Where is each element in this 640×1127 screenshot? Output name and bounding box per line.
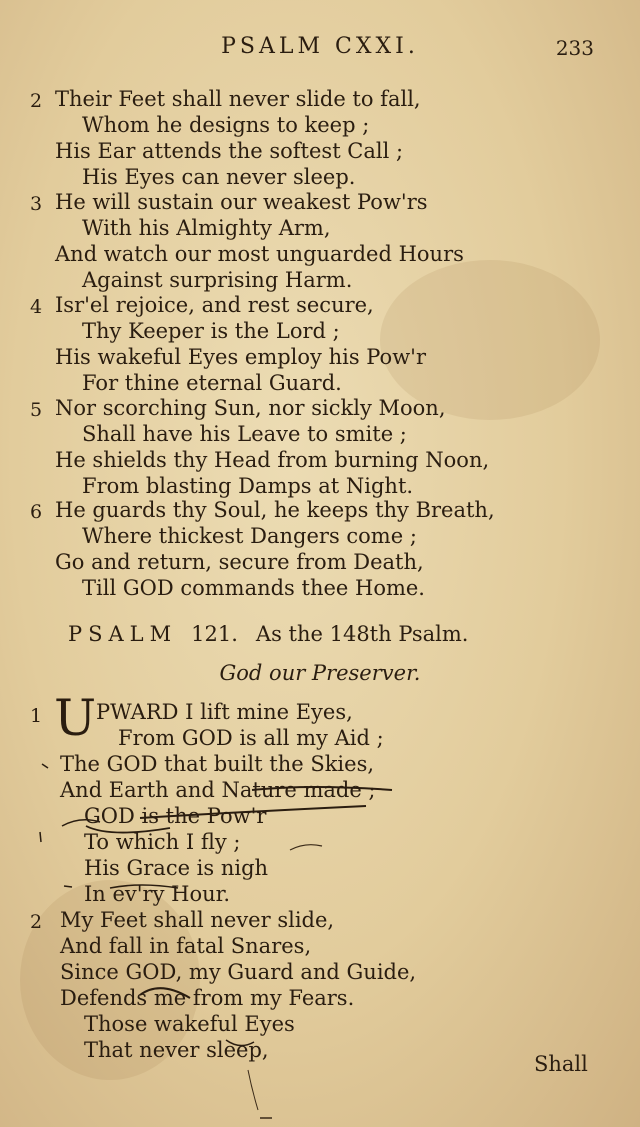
verse-line: Against surprising Harm. xyxy=(82,268,353,292)
verse-line: And watch our most unguarded Hours xyxy=(55,242,464,266)
pen-squiggle xyxy=(62,820,100,826)
pen-squiggle xyxy=(140,988,190,998)
strike-through-line xyxy=(252,787,392,790)
verse-line: Since GOD, my Guard and Guide, xyxy=(60,960,417,984)
verse-number: 1 xyxy=(30,705,43,727)
verse-line: From GOD is all my Aid ; xyxy=(118,726,384,750)
catchword: Shall xyxy=(534,1052,588,1076)
verse-number: 5 xyxy=(30,399,43,421)
verse-line: PWARD I lift mine Eyes, xyxy=(96,700,353,724)
verse-line: GOD is the Pow'r xyxy=(84,804,267,828)
pen-squiggle xyxy=(248,1070,258,1110)
strike-through-line xyxy=(140,806,366,818)
pen-squiggle xyxy=(40,832,41,842)
pen-squiggle xyxy=(226,1040,254,1046)
strike-through-line xyxy=(110,885,178,888)
verse-number: 6 xyxy=(30,501,43,523)
verse-line: That never sleep, xyxy=(84,1038,269,1062)
verse-number: 3 xyxy=(30,193,43,215)
verse-line: He guards thy Soul, he keeps thy Breath, xyxy=(55,498,495,522)
verse-line: He shields thy Head from burning Noon, xyxy=(55,448,490,472)
verse-line: And Earth and Nature made ; xyxy=(60,778,376,802)
verse-number: 2 xyxy=(30,911,43,933)
verse-line: Those wakeful Eyes xyxy=(84,1012,295,1036)
verse-line: In ev'ry Hour. xyxy=(84,882,231,906)
verse-line: With his Almighty Arm, xyxy=(82,216,331,240)
page-number: 233 xyxy=(555,36,594,60)
verse-line: Defends me from my Fears. xyxy=(60,986,355,1010)
verse-line: Where thickest Dangers come ; xyxy=(82,524,417,548)
verse-line: My Feet shall never slide, xyxy=(60,908,335,932)
verse-line: His Grace is nigh xyxy=(84,856,269,880)
verse-line: His Eyes can never sleep. xyxy=(82,165,356,189)
verse-line: And fall in fatal Snares, xyxy=(60,934,312,958)
verse-line: Whom he designs to keep ; xyxy=(82,113,370,137)
pen-squiggle xyxy=(290,845,322,850)
verse-line: Till GOD commands thee Home. xyxy=(82,576,425,600)
verse-line: To which I fly ; xyxy=(84,830,241,854)
verse-line: The GOD that built the Skies, xyxy=(60,752,375,776)
pen-squiggle xyxy=(64,886,72,887)
verse-line: His Ear attends the softest Call ; xyxy=(55,139,404,163)
pen-squiggle xyxy=(42,764,48,768)
psalm-subtitle: God our Preserver. xyxy=(219,661,421,685)
verse-line: He will sustain our weakest Pow'rs xyxy=(55,190,428,214)
verse-line: From blasting Damps at Night. xyxy=(82,474,414,498)
verse-line: Isr'el rejoice, and rest secure, xyxy=(55,293,374,317)
psalm-heading-number: 121. xyxy=(191,622,238,646)
drop-cap: U xyxy=(54,689,97,747)
verse-line: Nor scorching Sun, nor sickly Moon, xyxy=(55,396,446,420)
verse-line: Shall have his Leave to smite ; xyxy=(82,422,407,446)
verse-line: Go and return, secure from Death, xyxy=(55,550,424,574)
psalm-heading-label: PSALM xyxy=(68,622,178,646)
running-title: PSALM CXXI. xyxy=(221,34,419,59)
psalm-heading-meter: As the 148th Psalm. xyxy=(255,622,469,646)
verse-line: For thine eternal Guard. xyxy=(82,371,342,395)
verse-number: 4 xyxy=(30,296,43,318)
verse-line: Thy Keeper is the Lord ; xyxy=(82,319,340,343)
verse-number: 2 xyxy=(30,90,43,112)
verse-line: His wakeful Eyes employ his Pow'r xyxy=(55,345,426,369)
verse-line: Their Feet shall never slide to fall, xyxy=(55,87,421,111)
underline-stroke xyxy=(86,826,170,833)
